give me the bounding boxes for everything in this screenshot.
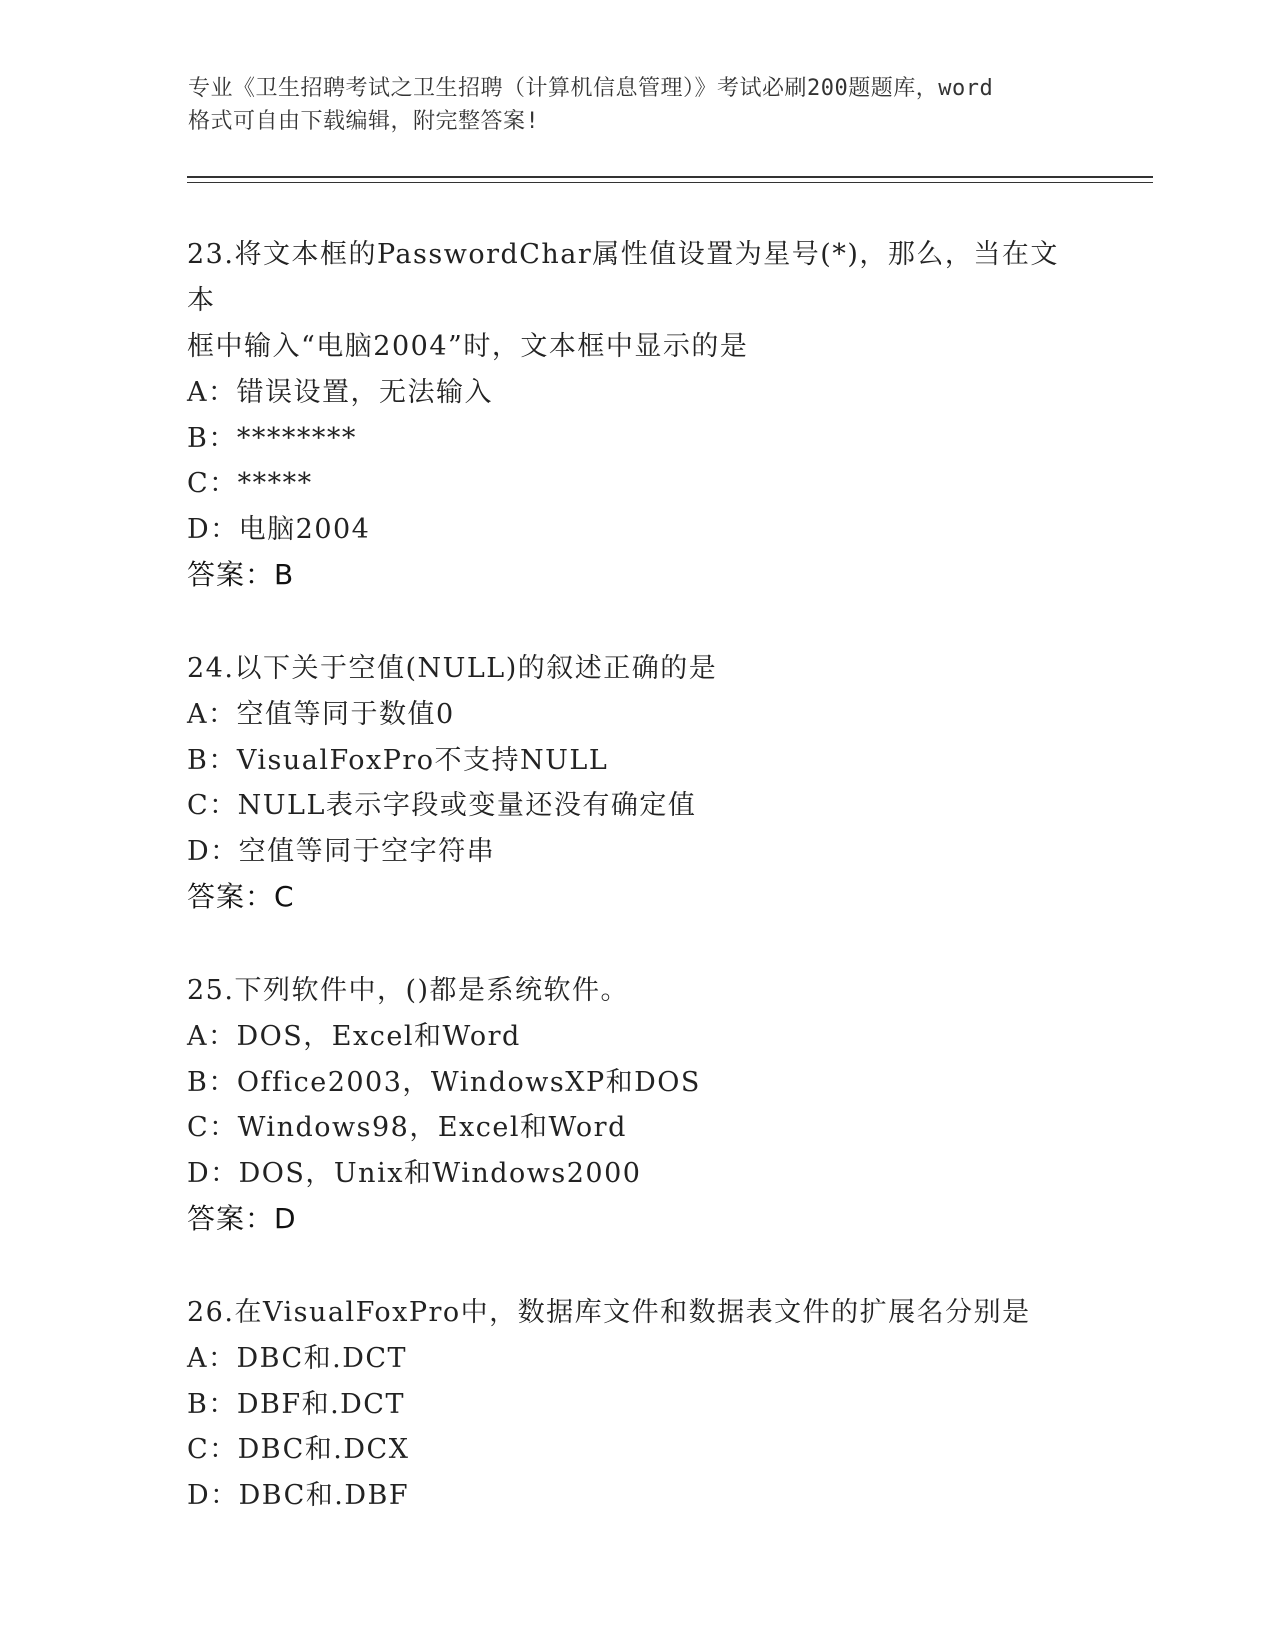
question-stem: 25.下列软件中，()都是系统软件。 [187,975,630,1006]
option-c: C：DBC和.DCX [187,1434,410,1465]
option-d: D：电脑2004 [187,513,371,545]
header-line-2: 格式可自由下载编辑，附完整答案! [188,109,540,134]
option-a: A：空值等同于数值0 [187,699,455,730]
question-25 [187,968,1087,1242]
answer-label: 答案：C [187,880,295,913]
header-divider-thick [187,176,1153,178]
answer-label: 答案：B [187,558,295,591]
option-d: D：DOS，Unix和Windows2000 [187,1157,642,1189]
option-b: B：******** [187,422,357,454]
option-b: B：Office2003，WindowsXP和DOS [187,1066,701,1098]
question-list [187,232,1087,1566]
question-stem: 24.以下关于空值(NULL)的叙述正确的是 [187,653,718,684]
option-a: A：DOS，Excel和Word [187,1021,521,1052]
option-c: C：NULL表示字段或变量还没有确定值 [187,790,697,821]
option-c: C：Windows98，Excel和Word [187,1112,627,1143]
question-26 [187,1290,1087,1518]
question-23 [187,232,1087,598]
header-divider-thin [187,182,1153,183]
option-d: D：空值等同于空字符串 [187,835,496,867]
document-header [188,72,1088,138]
option-d: D：DBC和.DBF [187,1479,410,1511]
question-stem: 26.在VisualFoxPro中，数据库文件和数据表文件的扩展名分别是 [187,1297,1031,1328]
question-stem-continued: 框中输入“电脑2004”时，文本框中显示的是 [187,331,749,362]
question-stem: 23.将文本框的PasswordChar属性值设置为星号(*)，那么，当在文本 [187,239,1059,316]
option-c: C：***** [187,468,313,499]
answer-label: 答案：D [187,1202,297,1235]
option-a: A：错误设置，无法输入 [187,377,493,408]
question-24 [187,646,1087,920]
header-line-1: 专业《卫生招聘考试之卫生招聘（计算机信息管理）》考试必刷200题题库，word [188,76,994,101]
option-a: A：DBC和.DCT [187,1343,408,1374]
option-b: B：DBF和.DCT [187,1388,405,1420]
option-b: B：VisualFoxPro不支持NULL [187,744,609,776]
